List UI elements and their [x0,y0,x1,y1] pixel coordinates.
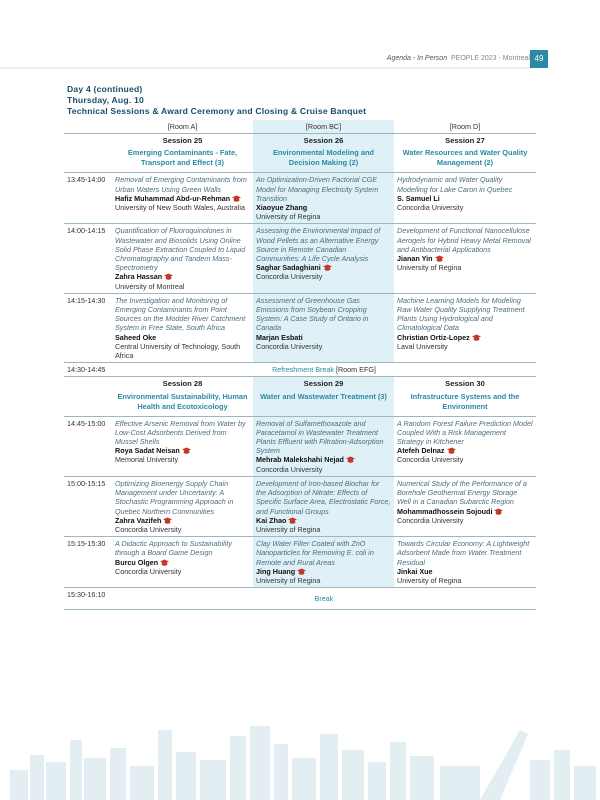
graduation-cap-icon [164,273,173,280]
author-name: Jing Huang [256,566,296,576]
break-room: [Room EFG] [335,365,376,375]
talk-affiliation: University of Regina [256,212,321,222]
talk-author [397,567,533,576]
session-title: Infrastructure Systems and the Environment [410,391,520,411]
talk-title: Assessment of Greenhouse Gas Emissions from Soybean Cropping System: A Case Study of Ontario in Canada [256,295,369,333]
talk-cell [394,537,536,588]
talk-cell [253,537,394,588]
header-section: Agenda - In Person [386,55,448,62]
title-date: Thursday, Aug. 10 [67,95,144,106]
break-title: Refreshment Break [272,365,334,375]
room-label: [Room A] [112,120,253,134]
talk-affiliation: Concordia University [397,455,464,465]
graduation-cap-icon [288,517,297,524]
talk-title: Numerical Study of the Performance of a Borehole Geothermal Energy Storage Well in a Canadian Subarctic Region [397,478,527,507]
talk-author [397,507,533,516]
page-title [67,84,366,118]
session-title: Environmental Sustainability, Human Health and Ecotoxicology [117,391,248,411]
running-header [387,55,530,62]
session-header [112,377,253,416]
talk-title: Quantification of Fluoroquinolones in Wastewater and Biosolids Using Online Solid Phase Extraction Coupled to Liquid Chromatography and Tandem Mass-Spectrometry [115,226,246,273]
session-header [253,377,394,416]
talk-affiliation: Concordia University [397,203,464,213]
break-time: 14:30-14:45 [64,363,112,377]
talk-author [397,194,533,203]
author-name: Roya Sadat Neisan [115,446,180,456]
author-name: Xiaoyue Zhang [256,203,308,213]
talk-author [256,567,391,576]
talk-affiliation: Concordia University [256,341,323,351]
time-slot-row [64,476,536,536]
talk-title: A Didactic Approach to Sustainability through a Board Game Design [115,539,232,558]
time-slot-row [64,293,536,362]
session-header-row [64,377,536,416]
session-header [253,134,394,173]
break-label [112,363,536,377]
talk-title: Removal of Emerging Contaminants from Urban Waters Using Green Walls [115,175,247,194]
session-title: Environmental Modeling and Decision Making (2) [272,148,374,168]
header-conference: PEOPLE 2023 - Montreal [451,55,530,62]
talk-title: Towards Circular Economy: A Lightweight Adsorbent Made from Water Treatment Residual [397,539,530,567]
session-time-spacer [64,377,112,416]
author-name: Hafiz Muhammad Abd-ur-Rehman [115,193,231,203]
break-row [64,588,536,610]
talk-author [256,516,391,525]
author-name: Saheed Oke [115,332,157,342]
talk-affiliation: Concordia University [256,272,323,282]
talk-title: Assessing the Environmental Impact of Wood Pellets as an Alternative Energy Source in Remote Canadian Communities: A Life Cycle Analysis [256,226,381,264]
talk-cell [112,173,253,224]
talk-cell [394,224,536,293]
talk-cell [394,476,536,536]
talk-author [115,516,250,525]
author-name: Zahra Hassan [115,272,163,282]
session-number: Session 27 [445,136,485,146]
title-day: Day 4 (continued) [67,84,143,94]
talk-affiliation: Memorial University [115,455,179,465]
talk-title: Effective Arsenic Removal from Water by Low-Cost Adsorbents Derived from Mussel Shells [115,418,246,447]
talk-affiliation: University of Regina [397,575,462,585]
talk-cell [394,416,536,476]
time-slot: 14:45-15:00 [64,416,112,476]
talk-affiliation: University of Montreal [115,281,185,291]
talk-author [115,558,250,567]
talk-author [256,203,391,212]
author-name: Marjan Esbati [256,332,303,342]
talk-cell [112,476,253,536]
talk-affiliation: Concordia University [115,566,182,576]
talk-author [115,272,250,281]
session-title: Water and Wastewater Treatment (3) [260,391,387,401]
talk-title: An Optimization-Driven Factorial CGE Model for Managing Electricity System Transition [256,175,379,203]
talk-title: Development of Iron-based Biochar for the Adsorption of Nitrate: Effects of Specific Surface Area, Electrostatic Force, and Functional Groups [256,478,391,516]
talk-cell [253,416,394,476]
break-row [64,363,536,377]
time-slot: 14:00-14:15 [64,224,112,293]
session-number: Session 28 [162,379,203,389]
room-header-row [64,120,536,134]
talk-affiliation: Concordia University [256,464,323,474]
talk-author [115,333,250,342]
talk-affiliation: Concordia University [397,515,464,525]
author-name: Atefeh Delnaz [397,446,445,456]
talk-title: Clay Water Filter Coated with ZnO Nanoparticles for Removing E. coli in Remote and Rural Areas [256,539,374,567]
time-slot-row [64,537,536,588]
time-slot: 15:15-15:30 [64,537,112,588]
author-name: S. Samuel Li [397,193,440,203]
graduation-cap-icon [346,456,355,463]
talk-title: Hydrodynamic and Water Quality Modelling for Lake Caron in Quebec [397,175,513,194]
talk-cell [112,293,253,362]
graduation-cap-icon [163,517,172,524]
talk-cell [253,476,394,536]
session-header [394,134,536,173]
time-slot: 15:00-15:15 [64,476,112,536]
talk-cell [394,293,536,362]
time-slot-row [64,224,536,293]
graduation-cap-icon [160,559,169,566]
graduation-cap-icon [472,334,481,341]
talk-affiliation: Concordia University [115,524,182,534]
session-time-spacer [64,134,112,173]
talk-title: A Random Forest Failure Prediction Model Coupled With a Risk Management Strategy in Kitchener [397,418,533,447]
time-slot: 14:15-14:30 [64,293,112,362]
session-title: Water Resources and Water Quality Management (2) [402,148,528,168]
session-number: Session 29 [303,379,344,389]
author-name: Saghar Sadaghiani [256,263,321,273]
talk-title: Optimizing Bioenergy Supply Chain Management under Uncertainty: A Stochastic Programming Approach in Quebec Northern Communities [115,478,234,516]
talk-title: Removal of Sulfamethoxazole and Paracetamol in Wastewater Treatment Plants Effluent with Filtration-Adsorption System [256,418,384,456]
session-header [112,134,253,173]
talk-cell [112,537,253,588]
talk-title: Development of Functional Nanocellulose Aerogels for Hybrid Heavy Metal Removal and Antibacterial Applications [397,226,531,254]
graduation-cap-icon [232,195,241,202]
talk-cell [253,173,394,224]
talk-title: Machine Learning Models for Modeling Raw Water Quality Supplying Treatment Plants Using Hydrological and Climatological Data [397,295,525,333]
session-header-row [64,134,536,173]
talk-author [397,254,533,263]
author-name: Jianan Yin [397,254,433,264]
session-header [394,377,536,416]
graduation-cap-icon [447,447,456,454]
talk-cell [112,416,253,476]
title-event: Technical Sessions & Award Ceremony and Closing & Cruise Banquet [67,106,367,117]
author-name: Burcu Olgen [115,557,159,567]
talk-title: The Investigation and Monitoring of Emerging Contaminants from Point Sources on the Modder River Catchment System in Free State, South Africa [115,295,246,333]
room-label: [Room BC] [253,120,394,134]
schedule-table [64,120,536,610]
talk-author [256,333,391,342]
talk-cell [112,224,253,293]
talk-author [256,455,391,464]
session-number: Session 30 [445,379,485,389]
time-slot-row [64,173,536,224]
talk-affiliation: University of Regina [256,524,321,534]
break-title: Break [314,594,334,604]
graduation-cap-icon [297,568,306,575]
author-name: Mehrab Malekshahi Nejad [256,455,344,465]
break-time: 15:30-16:10 [64,588,112,610]
talk-affiliation: Laval University [397,341,448,351]
talk-author [256,263,391,272]
talk-affiliation: University of New South Wales, Australia [115,203,245,213]
graduation-cap-icon [323,264,332,271]
page-number: 49 [530,50,548,68]
graduation-cap-icon [494,508,503,515]
author-name: Jinkai Xue [397,566,433,576]
talk-cell [253,293,394,362]
room-label: [Room D] [394,120,536,134]
talk-cell [253,224,394,293]
session-number: Session 26 [303,136,344,146]
graduation-cap-icon [435,255,444,262]
time-slot-row [64,416,536,476]
talk-author [397,333,533,342]
author-name: Mohammadhossein Sojoudi [397,506,493,516]
talk-affiliation: Central University of Technology, South Africa [115,341,241,361]
session-title: Emerging Contaminants - Fate, Transport and Effect (3) [127,148,238,168]
time-slot: 13:45-14:00 [64,173,112,224]
session-number: Session 25 [162,136,203,146]
room-time-spacer [64,120,112,134]
break-label [112,588,536,610]
author-name: Zahra Vazifeh [115,515,162,525]
author-name: Kai Zhao [256,515,287,525]
talk-author [115,446,250,455]
montreal-skyline-decoration [0,700,600,800]
talk-affiliation: University of Regina [397,263,462,273]
talk-author [115,194,250,203]
talk-author [397,446,533,455]
author-name: Christian Ortiz-Lopez [397,332,470,342]
talk-cell [394,173,536,224]
talk-affiliation: University of Regina [256,575,321,585]
graduation-cap-icon [182,447,191,454]
